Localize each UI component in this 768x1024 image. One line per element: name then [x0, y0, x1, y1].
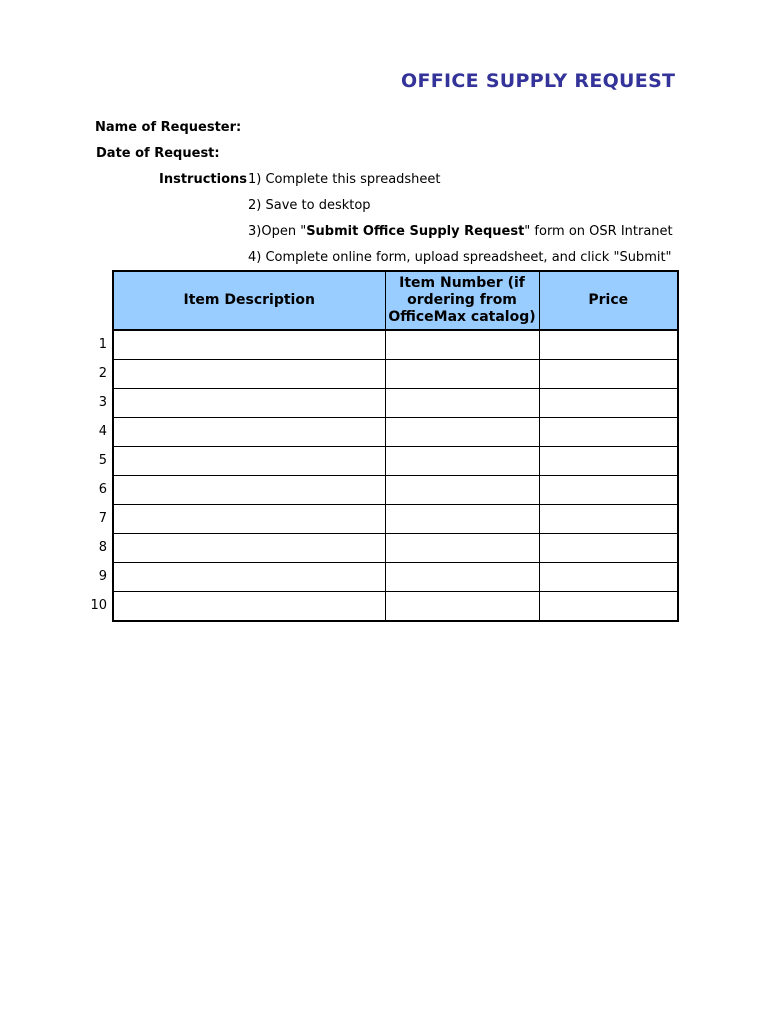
table-row: [113, 389, 678, 418]
item-number-cell[interactable]: [385, 360, 539, 389]
table-row: [113, 505, 678, 534]
instructions-label: Instructions: [159, 172, 248, 187]
table-row: [113, 592, 678, 622]
row-number: 2: [98, 366, 107, 381]
item-number-cell[interactable]: [385, 592, 539, 622]
price-cell[interactable]: [539, 476, 678, 505]
header-price: Price: [539, 271, 678, 330]
requester-label: Name of Requester:: [95, 120, 242, 135]
price-cell[interactable]: [539, 534, 678, 563]
instruction-step-4: 4) Complete online form, upload spreadsheet, and click "Submit": [248, 250, 672, 265]
row-number: 7: [98, 511, 107, 526]
item-description-cell[interactable]: [113, 360, 385, 389]
item-number-cell[interactable]: [385, 476, 539, 505]
price-cell[interactable]: [539, 447, 678, 476]
price-cell[interactable]: [539, 389, 678, 418]
table-row: [113, 476, 678, 505]
price-cell[interactable]: [539, 505, 678, 534]
price-cell[interactable]: [539, 330, 678, 360]
row-number: 9: [98, 569, 107, 584]
item-description-cell[interactable]: [113, 563, 385, 592]
step3-form-name: Submit Office Supply Request: [306, 224, 525, 239]
page-title: OFFICE SUPPLY REQUEST: [401, 70, 676, 92]
row-number: 10: [90, 598, 107, 613]
table-row: [113, 418, 678, 447]
table-row: [113, 360, 678, 389]
row-number: 5: [98, 453, 107, 468]
item-number-cell[interactable]: [385, 418, 539, 447]
header-item-description: Item Description: [113, 271, 385, 330]
item-description-cell[interactable]: [113, 418, 385, 447]
row-number: 1: [98, 337, 107, 352]
item-number-cell[interactable]: [385, 447, 539, 476]
date-label: Date of Request:: [96, 146, 220, 161]
item-number-cell[interactable]: [385, 505, 539, 534]
item-number-cell[interactable]: [385, 563, 539, 592]
item-description-cell[interactable]: [113, 592, 385, 622]
supply-table: [112, 270, 679, 622]
row-number: 4: [98, 424, 107, 439]
row-number: 6: [98, 482, 107, 497]
item-description-cell[interactable]: [113, 476, 385, 505]
item-number-cell[interactable]: [385, 330, 539, 360]
table-row: [113, 447, 678, 476]
row-number: 8: [98, 540, 107, 555]
price-cell[interactable]: [539, 418, 678, 447]
item-description-cell[interactable]: [113, 447, 385, 476]
item-description-cell[interactable]: [113, 330, 385, 360]
item-number-cell[interactable]: [385, 534, 539, 563]
item-number-cell[interactable]: [385, 389, 539, 418]
table-header-row: [113, 271, 678, 330]
step3-suffix: " form on OSR Intranet: [524, 224, 673, 239]
item-description-cell[interactable]: [113, 389, 385, 418]
table-row: [113, 330, 678, 360]
table-row: [113, 534, 678, 563]
instruction-step-2: 2) Save to desktop: [248, 198, 371, 213]
title-clip: [380, 70, 677, 98]
instruction-step-1: 1) Complete this spreadsheet: [248, 172, 441, 187]
row-number: 3: [98, 395, 107, 410]
price-cell[interactable]: [539, 563, 678, 592]
instruction-step-3: [248, 224, 673, 239]
header-item-number: Item Number (if ordering from OfficeMax catalog): [385, 271, 539, 330]
table-row: [113, 563, 678, 592]
item-description-cell[interactable]: [113, 505, 385, 534]
price-cell[interactable]: [539, 592, 678, 622]
price-cell[interactable]: [539, 360, 678, 389]
step3-prefix: 3)Open ": [248, 224, 307, 239]
item-description-cell[interactable]: [113, 534, 385, 563]
